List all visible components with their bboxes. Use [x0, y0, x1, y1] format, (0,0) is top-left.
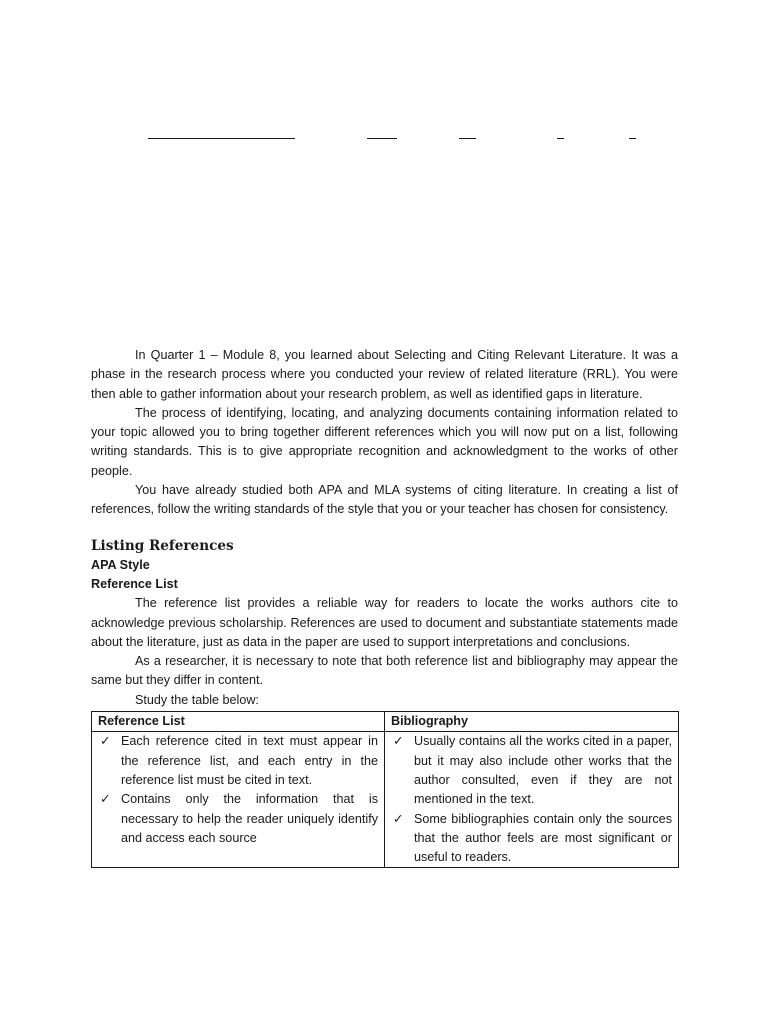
list-item-text: Each reference cited in text must appear in the reference list, and each entry in the reference list must be cited in text.	[121, 734, 378, 787]
list-item	[98, 790, 378, 848]
bibliography-cell	[385, 732, 679, 868]
list-item	[98, 732, 378, 790]
body-paragraph: The reference list provides a reliable way for readers to locate the works authors cite to acknowledge previous scholarship. References are used to document and substantiate statements made about the literature, just as data in the paper are used to support interpretations and conclusions.	[91, 596, 678, 649]
checkmark-icon: ✓	[100, 792, 111, 807]
body-paragraph: Study the table below:	[135, 692, 259, 707]
body-paragraph: As a researcher, it is necessary to note that both reference list and bibliography may appear the same but they differ in content.	[91, 654, 678, 688]
blank-line-4	[557, 138, 564, 139]
comparison-table	[91, 711, 679, 868]
subheading-reference-list: Reference List	[91, 576, 178, 591]
table-header-row	[92, 712, 679, 732]
blank-line-1	[148, 138, 295, 139]
reference-list-cell	[92, 732, 385, 868]
list-item-text: Usually contains all the works cited in a paper, but it may also include other works that the author consulted, even if they are not mentioned in the text.	[414, 734, 672, 807]
document-body	[91, 346, 678, 868]
table-row	[92, 732, 679, 868]
intro-paragraph: The process of identifying, locating, and analyzing documents containing information related to your topic allowed you to bring together different references which you will now put on a list, following writing standards. This is to give appropriate recognition and acknowledgment to the works of other people.	[91, 405, 678, 478]
section-heading: Listing References	[91, 537, 234, 554]
intro-paragraph: You have already studied both APA and MLA systems of citing literature. In creating a list of references, follow the writing standards of the style that you or your teacher has chosen for consistency.	[91, 483, 678, 517]
checkmark-icon: ✓	[393, 811, 404, 826]
intro-paragraph: In Quarter 1 – Module 8, you learned about Selecting and Citing Relevant Literature. It was a phase in the research process where you conducted your review of related literature (RRL). You were then able to gather information about your research problem, as well as identified gaps in literature.	[91, 348, 678, 401]
list-item-text: Contains only the information that is necessary to help the reader uniquely identify and access each source	[121, 792, 378, 845]
blank-line-3	[459, 138, 476, 139]
blank-line-2	[367, 138, 397, 139]
subheading-apa-style: APA Style	[91, 557, 150, 572]
blank-line-5	[629, 138, 636, 139]
table-header-reference-list: Reference List	[92, 712, 385, 732]
list-item-text: Some bibliographies contain only the sources that the author feels are most significant or useful to readers.	[414, 811, 672, 865]
checkmark-icon: ✓	[393, 734, 404, 749]
checkmark-icon: ✓	[100, 734, 111, 749]
table-header-bibliography: Bibliography	[385, 712, 679, 732]
list-item	[391, 732, 672, 809]
list-item	[391, 810, 672, 868]
